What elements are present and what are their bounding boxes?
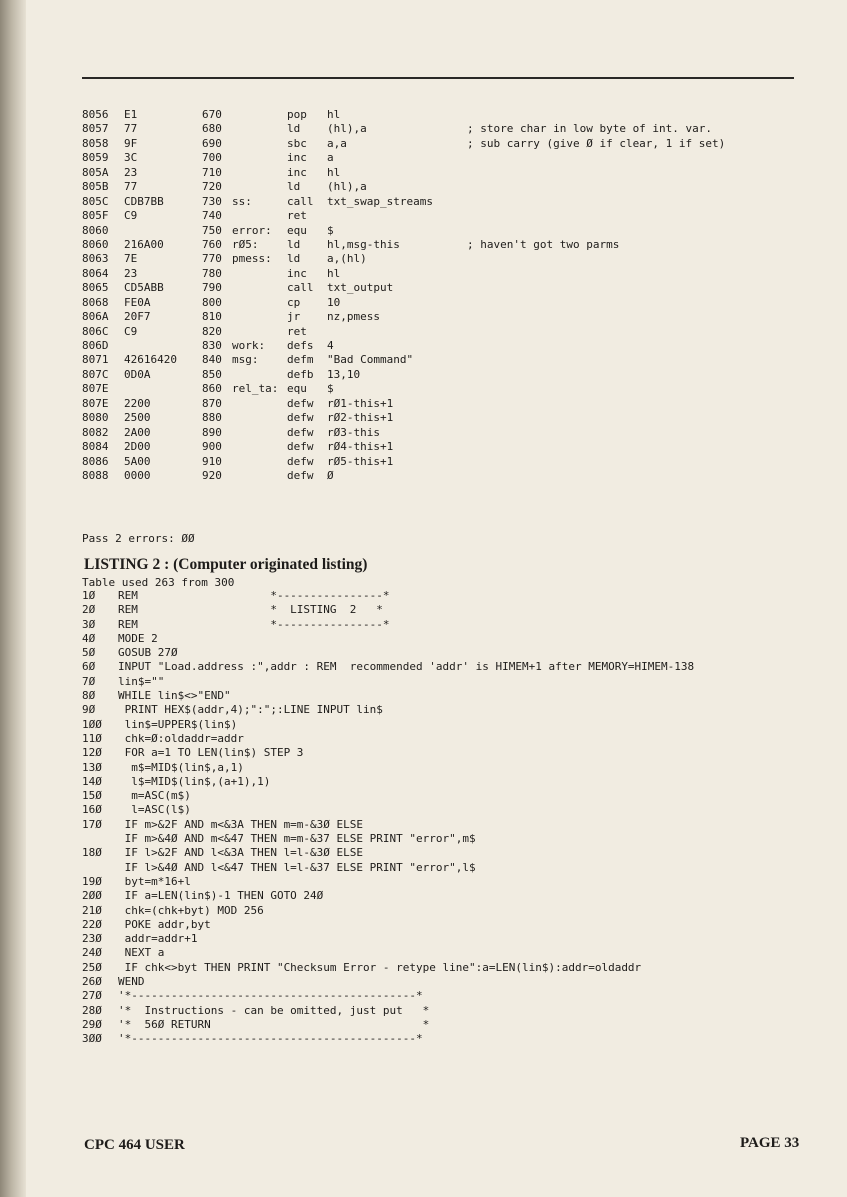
basic-line bbox=[82, 803, 794, 817]
asm-machine-code: 20F7 bbox=[124, 310, 151, 324]
asm-address: 8060 bbox=[82, 223, 109, 237]
asm-operand: rØ5-this+1 bbox=[327, 454, 394, 468]
basic-code: '* 56Ø RETURN * bbox=[118, 1017, 430, 1031]
asm-row bbox=[82, 325, 794, 339]
asm-line-number: 880 bbox=[202, 411, 222, 425]
basic-listing bbox=[82, 589, 794, 1047]
basic-line bbox=[82, 875, 794, 889]
basic-code: REM *----------------* bbox=[118, 589, 390, 602]
basic-code: MODE 2 bbox=[118, 631, 158, 645]
asm-machine-code: 7E bbox=[124, 252, 138, 266]
asm-machine-code: 2200 bbox=[124, 396, 151, 410]
asm-opcode: call bbox=[287, 194, 314, 208]
basic-line bbox=[82, 675, 794, 689]
asm-machine-code: C9 bbox=[124, 209, 138, 223]
asm-row bbox=[82, 195, 794, 209]
basic-line-number: 2ØØ bbox=[82, 889, 102, 903]
asm-machine-code: 5A00 bbox=[124, 454, 151, 468]
basic-line-number: 9Ø bbox=[82, 703, 96, 717]
asm-row bbox=[82, 224, 794, 238]
basic-code: POKE addr,byt bbox=[118, 917, 211, 931]
asm-opcode: defs bbox=[287, 339, 314, 352]
asm-machine-code: CDB7BB bbox=[124, 194, 164, 208]
basic-line bbox=[82, 861, 794, 875]
asm-address: 807C bbox=[82, 367, 109, 381]
basic-code: m=ASC(m$) bbox=[118, 789, 191, 803]
basic-line bbox=[82, 932, 794, 946]
asm-operand: a,(hl) bbox=[327, 252, 367, 266]
asm-address: 8057 bbox=[82, 122, 109, 136]
asm-operand: hl bbox=[327, 266, 341, 280]
asm-row bbox=[82, 267, 794, 281]
asm-operand: 10 bbox=[327, 295, 341, 309]
basic-line-number: 13Ø bbox=[82, 760, 102, 774]
basic-line-number: 18Ø bbox=[82, 846, 102, 860]
asm-row bbox=[82, 252, 794, 266]
asm-row bbox=[82, 426, 794, 440]
asm-operand: hl bbox=[327, 108, 341, 121]
basic-code: '*-------------------------------------------* bbox=[118, 1032, 423, 1046]
asm-row bbox=[82, 151, 794, 165]
asm-row bbox=[82, 411, 794, 425]
basic-code: REM *----------------* bbox=[118, 617, 390, 631]
asm-comment: ; store char in low byte of int. var. bbox=[467, 122, 713, 136]
basic-code: IF a=LEN(lin$)-1 THEN GOTO 24Ø bbox=[118, 889, 324, 903]
asm-line-number: 770 bbox=[202, 252, 222, 266]
basic-line bbox=[82, 703, 794, 717]
asm-label: ss: bbox=[232, 194, 252, 208]
asm-row bbox=[82, 397, 794, 411]
basic-line bbox=[82, 761, 794, 775]
asm-row bbox=[82, 108, 794, 122]
asm-opcode: defm bbox=[287, 353, 314, 367]
asm-line-number: 890 bbox=[202, 425, 222, 439]
asm-opcode: ld bbox=[287, 122, 301, 136]
asm-operand: hl,msg-this bbox=[327, 237, 400, 251]
asm-opcode: equ bbox=[287, 223, 307, 237]
asm-operand: txt_swap_streams bbox=[327, 194, 433, 208]
asm-line-number: 670 bbox=[202, 108, 222, 121]
basic-line-number: 1ØØ bbox=[82, 717, 102, 731]
asm-machine-code: 77 bbox=[124, 122, 138, 136]
basic-line-number: 25Ø bbox=[82, 960, 102, 974]
basic-code: byt=m*16+l bbox=[118, 874, 191, 888]
asm-row bbox=[82, 281, 794, 295]
asm-line-number: 920 bbox=[202, 468, 222, 482]
basic-line bbox=[82, 718, 794, 732]
asm-operand: $ bbox=[327, 223, 334, 237]
asm-line-number: 710 bbox=[202, 165, 222, 179]
asm-machine-code: 0000 bbox=[124, 468, 151, 482]
asm-label: msg: bbox=[232, 353, 259, 367]
basic-code: IF l>&4Ø AND l<&47 THEN l=l-&37 ELSE PRINT "error",l$ bbox=[118, 860, 476, 874]
asm-address: 8060 bbox=[82, 237, 109, 251]
asm-row bbox=[82, 166, 794, 180]
asm-row bbox=[82, 310, 794, 324]
asm-operand: $ bbox=[327, 382, 334, 396]
asm-line-number: 800 bbox=[202, 295, 222, 309]
basic-line bbox=[82, 775, 794, 789]
basic-code: IF l>&2F AND l<&3A THEN l=l-&3Ø ELSE bbox=[118, 846, 364, 860]
assembly-listing bbox=[82, 108, 794, 483]
asm-line-number: 730 bbox=[202, 194, 222, 208]
basic-line bbox=[82, 904, 794, 918]
asm-opcode: defw bbox=[287, 468, 314, 482]
asm-row bbox=[82, 368, 794, 382]
asm-operand: "Bad Command" bbox=[327, 353, 414, 367]
asm-opcode: defw bbox=[287, 454, 314, 468]
basic-code: lin$="" bbox=[118, 674, 165, 688]
asm-machine-code: 216A00 bbox=[124, 237, 164, 251]
asm-address: 8059 bbox=[82, 151, 109, 165]
asm-address: 8071 bbox=[82, 353, 109, 367]
asm-address: 805B bbox=[82, 180, 109, 194]
asm-line-number: 830 bbox=[202, 339, 222, 352]
asm-address: 805F bbox=[82, 209, 109, 223]
basic-code: REM * LISTING 2 * bbox=[118, 603, 383, 617]
basic-line bbox=[82, 946, 794, 960]
basic-line bbox=[82, 618, 794, 632]
basic-line-number: 8Ø bbox=[82, 689, 96, 703]
asm-line-number: 690 bbox=[202, 136, 222, 150]
asm-opcode: jr bbox=[287, 310, 301, 324]
asm-comment: ; haven't got two parms bbox=[467, 237, 620, 251]
basic-line bbox=[82, 1004, 794, 1018]
basic-code: chk=(chk+byt) MOD 256 bbox=[118, 903, 264, 917]
basic-code: GOSUB 27Ø bbox=[118, 646, 178, 660]
asm-address: 806D bbox=[82, 339, 109, 352]
basic-code: l$=MID$(lin$,(a+1),1) bbox=[118, 774, 271, 788]
asm-line-number: 910 bbox=[202, 454, 222, 468]
basic-line bbox=[82, 889, 794, 903]
pass-line: Table used 263 from 300 bbox=[82, 575, 235, 589]
asm-opcode: defw bbox=[287, 425, 314, 439]
header-rule bbox=[82, 77, 794, 79]
basic-line-number: 12Ø bbox=[82, 746, 102, 760]
basic-code: FOR a=1 TO LEN(lin$) STEP 3 bbox=[118, 746, 304, 760]
asm-machine-code: 77 bbox=[124, 180, 138, 194]
asm-line-number: 750 bbox=[202, 223, 222, 237]
basic-code: lin$=UPPER$(lin$) bbox=[118, 717, 238, 731]
basic-line-number: 4Ø bbox=[82, 631, 96, 645]
basic-line-number: 27Ø bbox=[82, 989, 102, 1003]
asm-operand: txt_output bbox=[327, 281, 394, 295]
asm-label: rel_ta: bbox=[232, 382, 279, 396]
pass-line: Pass 2 errors: ØØ bbox=[82, 532, 195, 545]
asm-line-number: 820 bbox=[202, 324, 222, 338]
asm-address: 8086 bbox=[82, 454, 109, 468]
basic-code: WHILE lin$<>"END" bbox=[118, 689, 231, 703]
asm-machine-code: C9 bbox=[124, 324, 138, 338]
basic-line bbox=[82, 689, 794, 703]
asm-opcode: defw bbox=[287, 411, 314, 425]
basic-line bbox=[82, 746, 794, 760]
footer-magazine-title: CPC 464 USER bbox=[84, 1137, 185, 1153]
basic-code: INPUT "Load.address :",addr : REM recommended 'addr' is HIMEM+1 after MEMORY=HIMEM-138 bbox=[118, 660, 695, 674]
basic-code: '*-------------------------------------------* bbox=[118, 989, 423, 1003]
basic-line-number: 3Ø bbox=[82, 617, 96, 631]
basic-line bbox=[82, 975, 794, 989]
basic-line-number: 24Ø bbox=[82, 946, 102, 960]
basic-line-number: 5Ø bbox=[82, 646, 96, 660]
basic-line-number: 2Ø bbox=[82, 603, 96, 617]
asm-line-number: 850 bbox=[202, 367, 222, 381]
basic-line-number: 6Ø bbox=[82, 660, 96, 674]
asm-address: 8063 bbox=[82, 252, 109, 266]
basic-code: chk=Ø:oldaddr=addr bbox=[118, 731, 244, 745]
asm-opcode: inc bbox=[287, 151, 307, 165]
basic-code: l=ASC(l$) bbox=[118, 803, 191, 817]
basic-line bbox=[82, 1018, 794, 1032]
page-spine-shadow bbox=[0, 0, 26, 1197]
asm-opcode: ret bbox=[287, 209, 307, 223]
asm-label: rØ5: bbox=[232, 237, 259, 251]
basic-code: '* Instructions - can be omitted, just put * bbox=[118, 1003, 430, 1017]
asm-address: 807E bbox=[82, 396, 109, 410]
basic-code: IF m>&4Ø AND m<&47 THEN m=m-&37 ELSE PRINT "error",m$ bbox=[118, 832, 476, 846]
asm-operand: hl bbox=[327, 165, 341, 179]
asm-row bbox=[82, 209, 794, 223]
basic-line-number: 11Ø bbox=[82, 731, 102, 745]
asm-row bbox=[82, 353, 794, 367]
basic-code: IF chk<>byt THEN PRINT "Checksum Error - retype line":a=LEN(lin$):addr=oldaddr bbox=[118, 960, 642, 974]
asm-machine-code: FE0A bbox=[124, 295, 151, 309]
basic-line bbox=[82, 961, 794, 975]
asm-machine-code: 2500 bbox=[124, 411, 151, 425]
basic-line bbox=[82, 732, 794, 746]
asm-address: 8058 bbox=[82, 136, 109, 150]
basic-line-number: 22Ø bbox=[82, 917, 102, 931]
asm-line-number: 840 bbox=[202, 353, 222, 367]
asm-operand: a,a bbox=[327, 136, 347, 150]
asm-opcode: defw bbox=[287, 396, 314, 410]
footer-page-number: PAGE 33 bbox=[740, 1135, 800, 1151]
asm-operand: (hl),a bbox=[327, 122, 367, 136]
asm-operand: rØ4-this+1 bbox=[327, 440, 394, 454]
listing-heading: LISTING 2 : (Computer originated listing) bbox=[84, 556, 368, 573]
basic-code: PRINT HEX$(addr,4);":";:LINE INPUT lin$ bbox=[118, 703, 383, 717]
asm-address: 805C bbox=[82, 194, 109, 208]
asm-opcode: inc bbox=[287, 266, 307, 280]
asm-machine-code: 42616420 bbox=[124, 353, 177, 367]
basic-line bbox=[82, 832, 794, 846]
basic-line bbox=[82, 918, 794, 932]
basic-code: addr=addr+1 bbox=[118, 932, 198, 946]
asm-address: 8064 bbox=[82, 266, 109, 280]
asm-machine-code: 2A00 bbox=[124, 425, 151, 439]
basic-line bbox=[82, 789, 794, 803]
asm-line-number: 790 bbox=[202, 281, 222, 295]
asm-line-number: 740 bbox=[202, 209, 222, 223]
asm-row bbox=[82, 122, 794, 136]
basic-line-number: 3ØØ bbox=[82, 1032, 102, 1046]
basic-line-number: 26Ø bbox=[82, 975, 102, 989]
asm-line-number: 860 bbox=[202, 382, 222, 396]
asm-comment: ; sub carry (give Ø if clear, 1 if set) bbox=[467, 136, 726, 150]
asm-opcode: inc bbox=[287, 165, 307, 179]
asm-row bbox=[82, 455, 794, 469]
asm-machine-code: 9F bbox=[124, 136, 138, 150]
asm-operand: rØ2-this+1 bbox=[327, 411, 394, 425]
asm-machine-code: 0D0A bbox=[124, 367, 151, 381]
asm-opcode: ld bbox=[287, 180, 301, 194]
basic-code: IF m>&2F AND m<&3A THEN m=m-&3Ø ELSE bbox=[118, 817, 364, 831]
basic-line-number: 23Ø bbox=[82, 932, 102, 946]
basic-line bbox=[82, 846, 794, 860]
asm-line-number: 870 bbox=[202, 396, 222, 410]
basic-line bbox=[82, 989, 794, 1003]
basic-line-number: 17Ø bbox=[82, 817, 102, 831]
asm-row bbox=[82, 469, 794, 483]
asm-opcode: defb bbox=[287, 367, 314, 381]
asm-opcode: ret bbox=[287, 324, 307, 338]
asm-opcode: call bbox=[287, 281, 314, 295]
asm-label: error: bbox=[232, 223, 272, 237]
asm-row bbox=[82, 440, 794, 454]
asm-opcode: ld bbox=[287, 252, 301, 266]
asm-opcode: ld bbox=[287, 237, 301, 251]
asm-opcode: defw bbox=[287, 440, 314, 454]
asm-address: 806A bbox=[82, 310, 109, 324]
asm-row bbox=[82, 238, 794, 252]
basic-line-number: 14Ø bbox=[82, 774, 102, 788]
asm-line-number: 680 bbox=[202, 122, 222, 136]
basic-line-number: 16Ø bbox=[82, 803, 102, 817]
basic-line bbox=[82, 818, 794, 832]
asm-operand: Ø bbox=[327, 468, 334, 482]
basic-line bbox=[82, 660, 794, 674]
basic-line bbox=[82, 646, 794, 660]
asm-opcode: pop bbox=[287, 108, 307, 121]
asm-address: 8056 bbox=[82, 108, 109, 121]
asm-operand: rØ3-this bbox=[327, 425, 380, 439]
basic-line bbox=[82, 1032, 794, 1046]
asm-operand: a bbox=[327, 151, 334, 165]
basic-code: m$=MID$(lin$,a,1) bbox=[118, 760, 244, 774]
asm-operand: (hl),a bbox=[327, 180, 367, 194]
asm-opcode: sbc bbox=[287, 136, 307, 150]
asm-line-number: 760 bbox=[202, 237, 222, 251]
asm-address: 807E bbox=[82, 382, 109, 396]
basic-code: WEND bbox=[118, 975, 145, 989]
asm-machine-code: 23 bbox=[124, 165, 138, 179]
asm-address: 8080 bbox=[82, 411, 109, 425]
asm-row bbox=[82, 382, 794, 396]
asm-line-number: 810 bbox=[202, 310, 222, 324]
asm-machine-code: 3C bbox=[124, 151, 138, 165]
basic-line-number: 1Ø bbox=[82, 589, 96, 602]
asm-row bbox=[82, 137, 794, 151]
asm-address: 806C bbox=[82, 324, 109, 338]
basic-line-number: 21Ø bbox=[82, 903, 102, 917]
asm-operand: rØ1-this+1 bbox=[327, 396, 394, 410]
basic-line-number: 19Ø bbox=[82, 874, 102, 888]
asm-machine-code: 2D00 bbox=[124, 440, 151, 454]
asm-address: 8084 bbox=[82, 440, 109, 454]
asm-line-number: 700 bbox=[202, 151, 222, 165]
basic-line-number: 15Ø bbox=[82, 789, 102, 803]
asm-operand: 4 bbox=[327, 339, 334, 352]
asm-machine-code: CD5ABB bbox=[124, 281, 164, 295]
basic-code: NEXT a bbox=[118, 946, 165, 960]
asm-machine-code: E1 bbox=[124, 108, 138, 121]
asm-opcode: equ bbox=[287, 382, 307, 396]
asm-operand: 13,10 bbox=[327, 367, 361, 381]
asm-machine-code: 23 bbox=[124, 266, 138, 280]
basic-line-number: 28Ø bbox=[82, 1003, 102, 1017]
asm-opcode: cp bbox=[287, 295, 301, 309]
basic-line-number: 29Ø bbox=[82, 1017, 102, 1031]
basic-line bbox=[82, 603, 794, 617]
asm-line-number: 720 bbox=[202, 180, 222, 194]
asm-address: 805A bbox=[82, 165, 109, 179]
asm-label: work: bbox=[232, 339, 266, 352]
asm-line-number: 780 bbox=[202, 266, 222, 280]
asm-row bbox=[82, 339, 794, 353]
asm-operand: nz,pmess bbox=[327, 310, 380, 324]
asm-line-number: 900 bbox=[202, 440, 222, 454]
asm-address: 8065 bbox=[82, 281, 109, 295]
basic-line bbox=[82, 589, 794, 603]
basic-line bbox=[82, 632, 794, 646]
asm-label: pmess: bbox=[232, 252, 272, 266]
asm-address: 8068 bbox=[82, 295, 109, 309]
asm-address: 8082 bbox=[82, 425, 109, 439]
asm-address: 8088 bbox=[82, 468, 109, 482]
asm-row bbox=[82, 180, 794, 194]
basic-line-number: 7Ø bbox=[82, 674, 96, 688]
asm-row bbox=[82, 296, 794, 310]
